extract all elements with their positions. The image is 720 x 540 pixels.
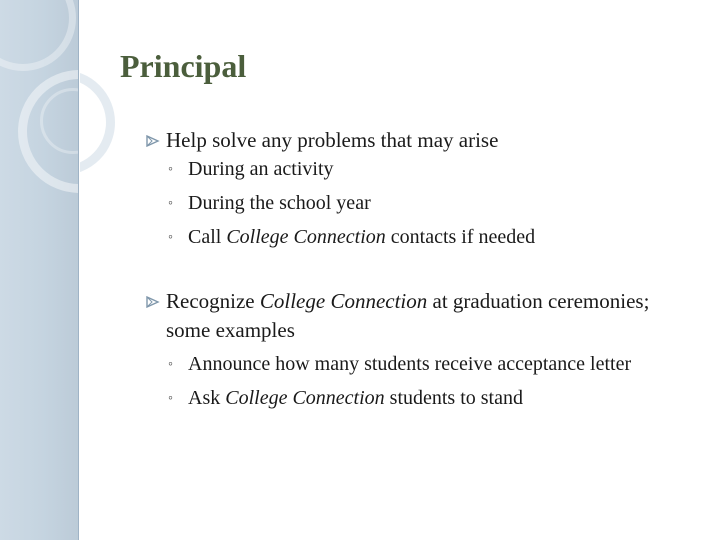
program-name: College Connection: [259, 289, 428, 313]
bullet-item: [146, 287, 686, 345]
bullet-arrow-icon: [146, 296, 160, 308]
program-name: College Connection: [226, 226, 386, 248]
sub-bullet-text: During an activity: [188, 158, 334, 180]
ring-bullet-icon: ◦: [168, 162, 173, 177]
bullet-item: [146, 126, 686, 155]
sub-bullet-item: [146, 350, 686, 379]
sub-bullet-item: [146, 189, 686, 218]
bullet-group: [146, 287, 686, 413]
sub-bullet-item: [146, 155, 686, 184]
decorative-arc: [80, 70, 120, 180]
bullet-text-pre: Recognize: [166, 289, 260, 313]
decorative-ring: [0, 0, 76, 71]
ring-bullet-icon: ◦: [168, 230, 173, 245]
bullet-text: Help solve any problems that may arise: [166, 128, 499, 152]
program-name: College Connection: [225, 387, 385, 409]
sub-bullet-text-pre: Call: [188, 226, 227, 248]
sub-bullet-text-post: students to stand: [384, 387, 523, 409]
slide-content: [146, 126, 686, 413]
sub-bullet-text-pre: Ask: [188, 387, 226, 409]
ring-bullet-icon: ◦: [168, 391, 173, 406]
slide-title: Principal: [120, 48, 247, 84]
sub-bullet-item: [146, 384, 686, 413]
sub-bullet-item: [146, 223, 686, 252]
ring-bullet-icon: ◦: [168, 357, 173, 372]
bullet-text-post: at graduation ceremonies; some examples: [166, 289, 650, 342]
bullet-group: [146, 126, 686, 252]
sub-bullet-text: Announce how many students receive acceptance letter: [188, 353, 632, 375]
sidebar-decoration: [0, 0, 79, 540]
ring-bullet-icon: ◦: [168, 196, 173, 211]
sub-bullet-text-post: contacts if needed: [385, 226, 536, 248]
sub-bullet-text: During the school year: [188, 192, 371, 214]
bullet-arrow-icon: [146, 135, 160, 147]
